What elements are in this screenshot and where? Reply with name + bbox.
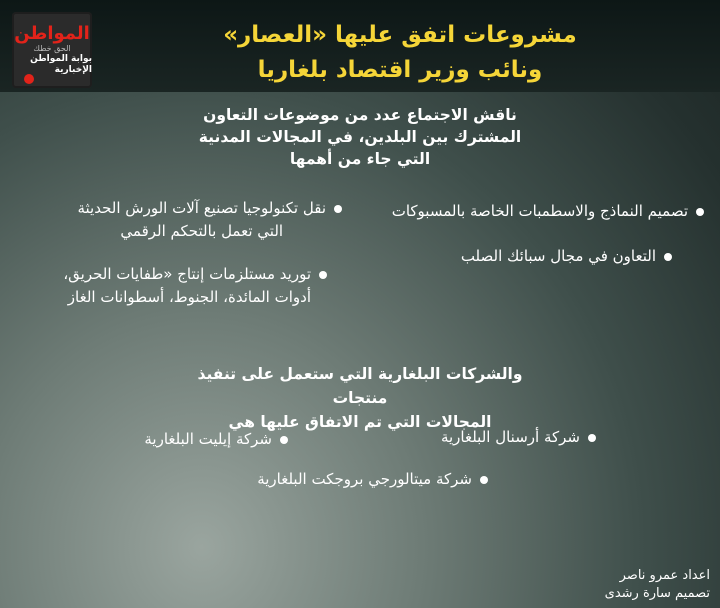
topic-line-1: توريد مستلزمات إنتاج «طفايات الحريق،	[63, 265, 311, 283]
logo-name: المواطن	[14, 23, 90, 44]
bullet-icon	[280, 436, 288, 444]
title-line-2: ونائب وزير اقتصاد بلغاريا	[257, 57, 543, 83]
company-text: شركة إيليت البلغارية	[144, 430, 272, 448]
bullet-icon	[588, 434, 596, 442]
list-item-topic-2	[52, 197, 342, 243]
page-title	[100, 18, 700, 88]
credits	[580, 567, 710, 603]
topic-line-2: التي تعمل بالتحكم الرقمي	[120, 222, 284, 240]
intro-line-2: المشترك بين البلدين، في المجالات المدنية	[198, 128, 522, 146]
topic-text: التعاون في مجال سبائك الصلب	[460, 247, 656, 265]
bullet-icon	[664, 253, 672, 261]
bullet-icon	[334, 205, 342, 213]
intro-paragraph	[160, 104, 560, 170]
topic-text: تصميم النماذج والاسطمبات الخاصة بالمسبوكات	[391, 202, 688, 220]
companies-heading-line-1: والشركات البلغارية التي ستعمل على تنفيذ منتجات	[197, 365, 523, 407]
bullet-icon	[319, 271, 327, 279]
list-item-company-3	[257, 468, 488, 491]
list-item-topic-1	[392, 200, 704, 223]
intro-line-3: التي جاء من أهمها	[289, 150, 431, 168]
list-item-company-2	[144, 428, 288, 451]
prepared-by: اعداد عمرو ناصر	[619, 568, 710, 583]
designed-by: تصميم سارة رشدى	[604, 586, 710, 601]
title-line-1: مشروعات اتفق عليها «العصار»	[223, 22, 577, 48]
list-item-topic-4	[52, 263, 327, 309]
list-item-topic-3	[461, 245, 672, 268]
site-logo[interactable]	[12, 12, 92, 88]
bullet-icon	[696, 208, 704, 216]
topic-line-1: نقل تكنولوجيا تصنيع آلات الورش الحديثة	[77, 199, 326, 217]
logo-check-icon	[24, 74, 34, 84]
logo-tagline: الحق خطك	[33, 44, 71, 53]
logo-line: بوابة المواطن الإخبارية	[30, 54, 92, 75]
company-text: شركة أرسنال البلغارية	[440, 428, 580, 446]
intro-line-1: ناقش الاجتماع عدد من موضوعات التعاون	[203, 106, 517, 124]
topic-line-2: أدوات المائدة، الجنوط، أسطوانات الغاز	[67, 288, 311, 306]
list-item-company-1	[441, 426, 596, 449]
company-text: شركة ميتالورجي بروجكت البلغارية	[257, 470, 472, 488]
bullet-icon	[480, 476, 488, 484]
companies-heading	[180, 362, 540, 434]
companies-heading-line-2: المجالات التي تم الاتفاق عليها هي	[228, 413, 492, 431]
